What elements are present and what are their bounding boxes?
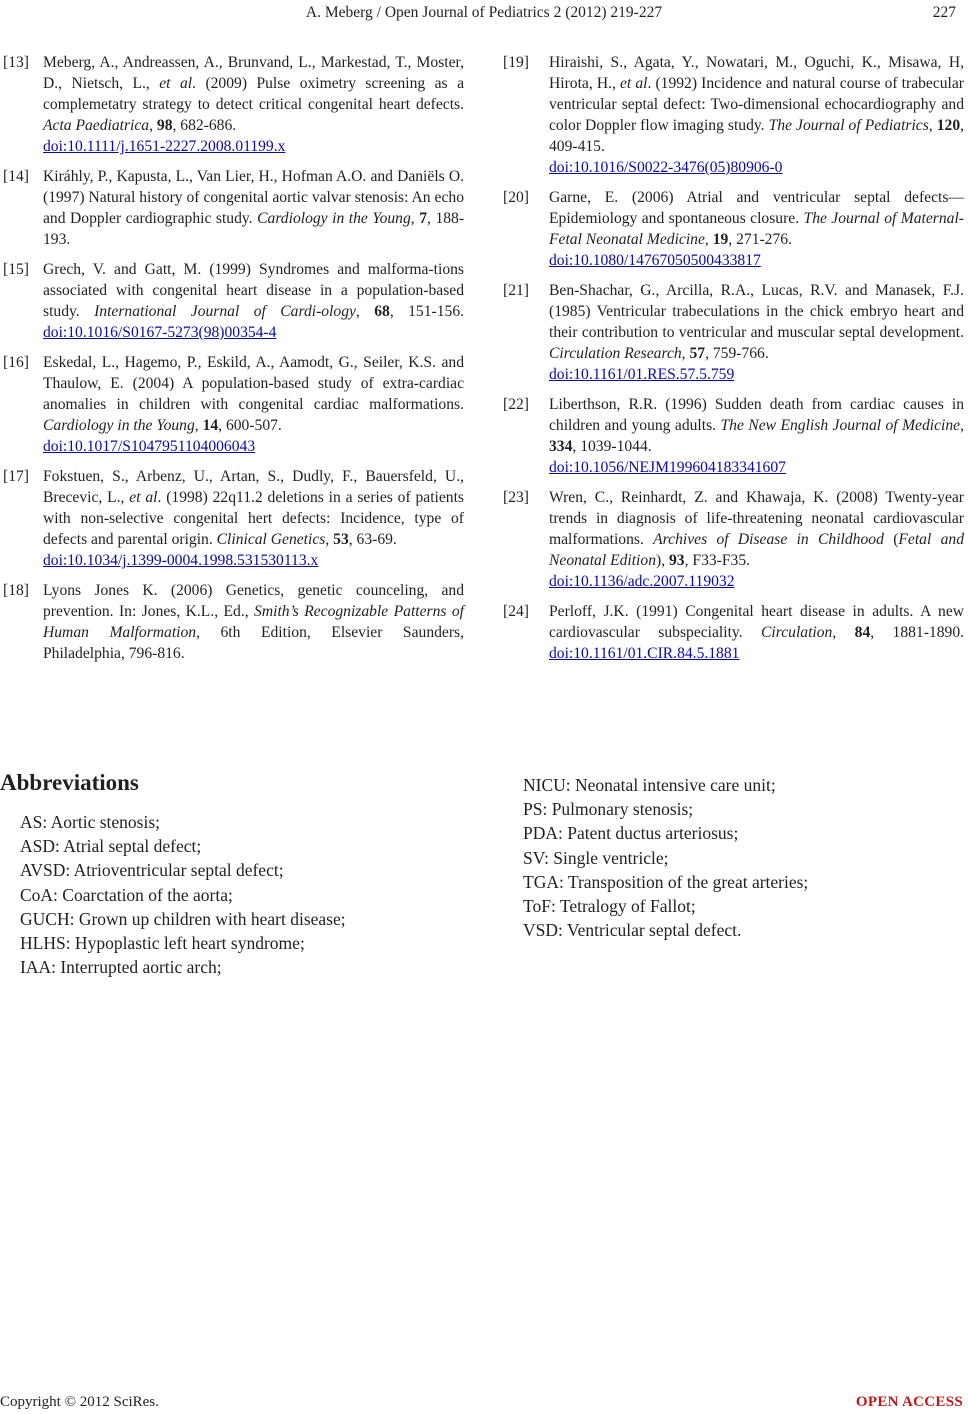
reference-volume: 19 <box>712 231 729 248</box>
reference-authors: Garne, E. (2006) Atrial and ventricular septal defects—Epidemiology and spontaneous closure. <box>549 189 964 227</box>
open-access-label: OPEN ACCESS <box>855 1394 963 1410</box>
reference-authors: Grech, V. and Gatt, M. (1999) Syndromes and malforma-tions associated with congenital heart disease in a population-based study. <box>43 261 464 320</box>
reference-doi-link[interactable]: doi:10.1056/NEJM199604183341607 <box>549 459 786 476</box>
reference-journal: Cardiology in the Young <box>257 210 411 227</box>
reference-volume: 7 <box>419 210 428 227</box>
reference-journal: The Journal of Maternal-Fetal Neonatal Medicine <box>549 210 964 248</box>
reference-pages: , 271-276. <box>728 231 792 248</box>
reference-authors: Hiraishi, S., Agata, Y., Nowatari, M., Oguchi, K., Misawa, H, Hirota, H., <box>549 54 964 92</box>
reference-journal: Cardiology in the Young <box>43 417 195 434</box>
reference-authors: Liberthson, R.R. (1996) Sudden death from cardiac causes in children and young adults. <box>549 396 964 434</box>
reference-journal: Acta Paediatrica <box>43 117 150 134</box>
reference-doi-link[interactable]: doi:10.1034/j.1399-0004.1998.531530113.x <box>43 552 319 569</box>
reference-journal: Circulation <box>761 624 833 641</box>
abbreviation-item: TGA: Transposition of the great arteries; <box>523 871 809 892</box>
reference-number: [23] <box>503 489 529 506</box>
reference-number: [24] <box>503 603 529 620</box>
running-title: A. Meberg / Open Journal of Pediatrics 2 (2012) 219-227 <box>305 4 663 21</box>
reference-entry <box>0 466 464 571</box>
reference-entry <box>0 580 464 664</box>
reference-authors: Wren, C., Reinhardt, Z. and Khawaja, K. (2008) Twenty-year trends in diagnosis of life-threatening neonatal cardiovascular malformations. <box>549 489 964 548</box>
abbreviation-item: PDA: Patent ductus arteriosus; <box>523 823 739 844</box>
reference-authors: Fokstuen, S., Arbenz, U., Artan, S., Dudly, F., Bauersfeld, U., Brecevic, L., <box>43 468 464 506</box>
reference-journal: Clinical Genetics <box>216 531 326 548</box>
reference-entry <box>503 52 965 178</box>
abbreviation-item: GUCH: Grown up children with heart disease; <box>20 908 346 929</box>
abbreviation-item: CoA: Coarctation of the aorta; <box>20 884 233 905</box>
reference-entry <box>503 487 965 592</box>
reference-number: [22] <box>503 396 529 413</box>
reference-pages: , 188-193. <box>43 210 465 248</box>
reference-pages: , 1039-1044. <box>572 438 652 455</box>
reference-separator: , <box>960 417 964 434</box>
reference-title: . (2009) Pulse oximetry screening as a complemetatry strategy to detect critical congenital heart defects. <box>43 75 464 113</box>
page-number: 227 <box>932 4 956 21</box>
reference-entry <box>503 394 964 478</box>
reference-pages: , 682-686. <box>172 117 237 134</box>
reference-entry <box>0 259 464 343</box>
reference-pages: , 151-156. <box>389 303 465 320</box>
reference-journal-edition: Fetal and Neonatal Edition <box>549 531 965 569</box>
reference-number: [16] <box>3 354 29 371</box>
reference-authors: Ben-Shachar, G., Arcilla, R.A., Lucas, R.V. and Manasek, F.J. (1985) Ventricular trabeculations in the chick embryo heart and their contribution to ventricular and muscular septal development. <box>549 282 964 341</box>
reference-volume: 98 <box>156 117 173 134</box>
reference-et-al: et al <box>619 75 648 92</box>
reference-entry <box>0 166 464 250</box>
reference-doi-link[interactable]: doi:10.1136/adc.2007.119032 <box>549 573 735 590</box>
reference-et-al: et al <box>129 489 158 506</box>
reference-title: . (1998) 22q11.2 deletions in a series of patients with non-selective congenital hert defects: Incidence, type of defects and parental origin. <box>43 489 464 548</box>
reference-journal: Smith’s Recognizable Patterns of Human Malformation <box>43 603 464 641</box>
reference-entry <box>503 601 965 664</box>
reference-volume: 53 <box>333 531 349 548</box>
abbreviation-item: AVSD: Atrioventricular septal defect; <box>20 860 284 881</box>
reference-doi-link[interactable]: doi:10.1161/01.CIR.84.5.1881 <box>549 645 740 662</box>
reference-volume: 14 <box>202 417 219 434</box>
reference-pages: , 600-507. <box>218 417 282 434</box>
reference-separator: , <box>832 624 855 641</box>
abbreviation-item: VSD: Ventricular septal defect. <box>523 920 742 941</box>
abbreviations-right-list <box>523 773 808 942</box>
abbreviation-item: IAA: Interrupted aortic arch; <box>20 957 222 978</box>
reference-pages: , 759-766. <box>705 345 769 362</box>
abbreviation-item: NICU: Neonatal intensive care unit; <box>523 775 776 795</box>
reference-number: [14] <box>3 168 29 185</box>
reference-separator: , 6th Edition, Elsevier Saunders, Philadelphia, 796-816. <box>43 624 464 662</box>
reference-separator: , <box>410 210 420 227</box>
abbreviation-item: SV: Single ventricle; <box>523 847 669 868</box>
reference-separator: , <box>194 417 203 434</box>
reference-authors: Kiráhly, P., Kapusta, L., Van Lier, H., Hofman A.O. and Daniëls O. (1997) Natural history of congenital aortic valvar stenosis: An echo and Doppler cardiographic study. <box>43 168 464 227</box>
reference-separator: , <box>681 345 690 362</box>
reference-number: [19] <box>503 54 529 71</box>
reference-pages: , F33-F35. <box>684 552 751 569</box>
reference-authors: Meberg, A., Andreassen, A., Brunvand, L., Markestad, T., Moster, D., Nietsch, L., <box>43 54 464 92</box>
references-left-column <box>0 52 464 673</box>
reference-separator: ( <box>883 531 899 548</box>
reference-journal: Archives of Disease in Childhood <box>653 531 884 548</box>
reference-authors: Eskedal, L., Hagemo, P., Eskild, A., Aamodt, G., Seiler, K.S. and Thaulow, E. (2004) A population-based study of extra-cardiac anomalies in children with congenital cardiac malformations. <box>43 354 464 413</box>
reference-separator: , <box>704 231 713 248</box>
abbreviation-item: AS: Aortic stenosis; <box>20 812 161 832</box>
reference-doi-link[interactable]: doi:10.1111/j.1651-2227.2008.01199.x <box>43 138 286 155</box>
reference-separator: , <box>355 303 375 320</box>
reference-number: [21] <box>503 282 529 299</box>
reference-doi-link[interactable]: doi:10.1016/S0167-5273(98)00354-4 <box>43 324 277 341</box>
abbreviations-left-list <box>20 810 346 979</box>
reference-number: [13] <box>3 54 29 71</box>
reference-volume: 334 <box>549 438 573 455</box>
reference-authors: Perloff, J.K. (1991) Congenital heart disease in adults. A new cardiovascular subspeciality. <box>549 603 964 641</box>
reference-number: [17] <box>3 468 29 485</box>
reference-pages: , 409-415. <box>549 117 965 155</box>
reference-title: . (1992) Incidence and natural course of trabecular ventricular septal defect: Two-dimensional echocardiography and color Doppler flow imaging study. <box>549 75 965 134</box>
reference-volume: 84 <box>854 624 871 641</box>
reference-journal: The New English Journal of Medicine <box>720 417 961 434</box>
abbreviations-heading: Abbreviations <box>0 770 139 795</box>
abbreviation-item: ASD: Atrial septal defect; <box>20 836 202 857</box>
reference-doi-link[interactable]: doi:10.1080/14767050500433817 <box>549 252 761 269</box>
reference-entry <box>503 187 964 271</box>
reference-journal: International Journal of Cardi-ology <box>94 303 356 320</box>
reference-volume: 68 <box>374 303 390 320</box>
reference-pages: , 63-69. <box>348 531 397 548</box>
references-right-column <box>503 52 965 673</box>
reference-entry <box>503 280 964 385</box>
reference-volume: 57 <box>689 345 706 362</box>
copyright-notice: Copyright © 2012 SciRes. <box>0 1394 159 1410</box>
abbreviation-item: ToF: Tetralogy of Fallot; <box>523 896 696 917</box>
reference-entry <box>0 352 464 457</box>
reference-doi-link[interactable]: doi:10.1016/S0022-3476(05)80906-0 <box>549 159 783 176</box>
reference-number: [15] <box>3 261 29 278</box>
abbreviation-item: PS: Pulmonary stenosis; <box>523 799 694 820</box>
reference-doi-link[interactable]: doi:10.1161/01.RES.57.5.759 <box>549 366 735 383</box>
reference-volume: 120 <box>936 117 961 134</box>
reference-doi-link[interactable]: doi:10.1017/S1047951104006043 <box>43 438 256 455</box>
reference-entry <box>0 52 464 157</box>
reference-separator: ), <box>656 552 669 569</box>
reference-number: [20] <box>503 189 529 206</box>
reference-separator: , <box>928 117 937 134</box>
reference-journal: The Journal of Pediatrics <box>768 117 929 134</box>
reference-pages: , 1881-1890. <box>870 624 965 641</box>
reference-volume: 93 <box>669 552 685 569</box>
reference-number: [18] <box>3 582 29 599</box>
reference-separator: , <box>149 117 157 134</box>
reference-authors: Lyons Jones K. (2006) Genetics, genetic counceling, and prevention. In: Jones, K.L., Ed., <box>43 582 464 620</box>
reference-et-al: et al <box>159 75 193 92</box>
reference-separator: , <box>325 531 334 548</box>
reference-journal: Circulation Research <box>549 345 682 362</box>
abbreviation-item: HLHS: Hypoplastic left heart syndrome; <box>20 933 305 954</box>
running-header <box>0 0 968 30</box>
